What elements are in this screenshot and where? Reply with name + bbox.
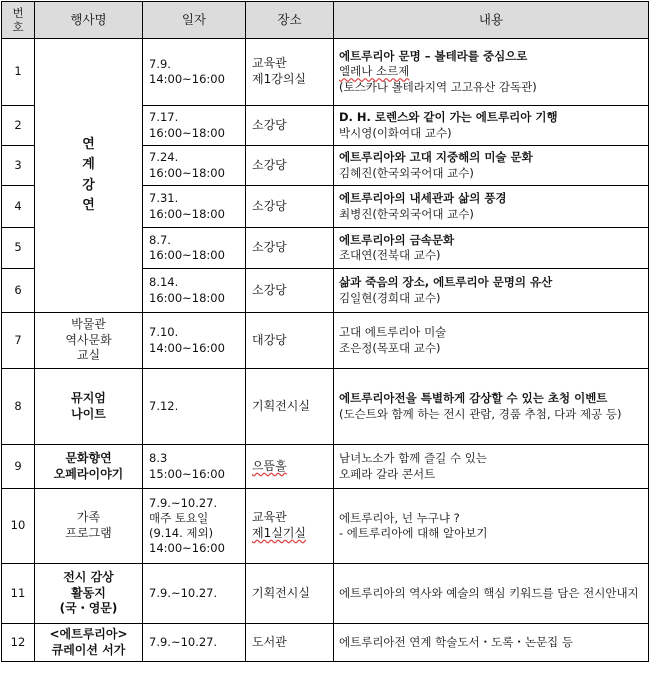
row-number: 1 <box>2 39 35 106</box>
event-place: 교육관 제1실기실 <box>246 489 334 564</box>
event-date: 7.9.~10.27. <box>143 564 246 624</box>
event-content: 에트루리아와 고대 지중해의 미술 문화 김혜진(한국외국어대 교수) <box>334 146 649 186</box>
event-content: 에트루리아의 내세관과 삶의 풍경 최병진(한국외국어대 교수) <box>334 186 649 228</box>
row-number: 8 <box>2 369 35 445</box>
event-name: 뮤지엄 나이트 <box>35 369 143 445</box>
table-row <box>2 39 649 106</box>
row-number: 10 <box>2 489 35 564</box>
event-name: <에트루리아> 큐레이션 서가 <box>35 624 143 662</box>
event-place: 소강당 <box>246 269 334 313</box>
header-place: 장소 <box>246 2 334 39</box>
event-place: 교육관 제1강의실 <box>246 39 334 106</box>
event-content: 에트루리아전을 특별하게 감상할 수 있는 초청 이벤트 (도슨트와 함께 하는 전시 관람, 경품 추첨, 다과 제공 등) <box>334 369 649 445</box>
table-row <box>2 313 649 369</box>
event-date: 7.10. 14:00~16:00 <box>143 313 246 369</box>
event-place: 소강당 <box>246 146 334 186</box>
row-number: 9 <box>2 445 35 489</box>
event-date: 7.31. 16:00~18:00 <box>143 186 246 228</box>
event-date: 7.9. 14:00~16:00 <box>143 39 246 106</box>
row-number: 12 <box>2 624 35 662</box>
table-row <box>2 445 649 489</box>
event-place: 소강당 <box>246 106 334 146</box>
event-date: 7.17. 16:00~18:00 <box>143 106 246 146</box>
event-name: 가족 프로그램 <box>35 489 143 564</box>
lecture-series-label: 연 계 강 연 <box>35 39 143 313</box>
row-number: 4 <box>2 186 35 228</box>
header-date: 일자 <box>143 2 246 39</box>
event-date: 7.9.~10.27. <box>143 624 246 662</box>
event-content: 고대 에트루리아 미술 조은정(목포대 교수) <box>334 313 649 369</box>
row-number: 11 <box>2 564 35 624</box>
event-place: 도서관 <box>246 624 334 662</box>
event-date: 8.14. 16:00~18:00 <box>143 269 246 313</box>
event-date: 7.9.~10.27. 매주 토요일 (9.14. 제외) 14:00~16:00 <box>143 489 246 564</box>
event-schedule-table <box>1 1 649 662</box>
table-row <box>2 489 649 564</box>
event-date: 7.24. 16:00~18:00 <box>143 146 246 186</box>
header-row <box>2 2 649 39</box>
event-content: 에트루리아, 넌 누구냐 ? - 에트루리아에 대해 알아보기 <box>334 489 649 564</box>
event-name: 박물관 역사문화 교실 <box>35 313 143 369</box>
event-place: 으뜸홀 <box>246 445 334 489</box>
event-date: 7.12. <box>143 369 246 445</box>
event-place: 소강당 <box>246 228 334 269</box>
event-date: 8.7. 16:00~18:00 <box>143 228 246 269</box>
table-row <box>2 624 649 662</box>
header-number: 번 호 <box>2 2 35 39</box>
table-row <box>2 369 649 445</box>
event-date: 8.3 15:00~16:00 <box>143 445 246 489</box>
event-content: 남녀노소가 함께 즐길 수 있는 오페라 갈라 콘서트 <box>334 445 649 489</box>
event-content: 에트루리아의 역사와 예술의 핵심 키워드를 담은 전시안내지 <box>334 564 649 624</box>
event-content: 에트루리아 문명 – 볼테라를 중심으로 엘레나 소르제 (토스카나 볼테라지역 고고유산 감독관) <box>334 39 649 106</box>
row-number: 5 <box>2 228 35 269</box>
row-number: 2 <box>2 106 35 146</box>
table-row <box>2 564 649 624</box>
event-place: 소강당 <box>246 186 334 228</box>
event-content: 삶과 죽음의 장소, 에트루리아 문명의 유산 김일현(경희대 교수) <box>334 269 649 313</box>
event-place: 대강당 <box>246 313 334 369</box>
row-number: 6 <box>2 269 35 313</box>
event-name: 문화향연 오페라이야기 <box>35 445 143 489</box>
event-place: 기획전시실 <box>246 564 334 624</box>
row-number: 7 <box>2 313 35 369</box>
event-place: 기획전시실 <box>246 369 334 445</box>
row-number: 3 <box>2 146 35 186</box>
header-content: 내용 <box>334 2 649 39</box>
event-name: 전시 감상 활동지 (국・영문) <box>35 564 143 624</box>
event-content: 에트루리아의 금속문화 조대연(전북대 교수) <box>334 228 649 269</box>
event-content: 에트루리아전 연계 학술도서・도록・논문집 등 <box>334 624 649 662</box>
header-event-name: 행사명 <box>35 2 143 39</box>
event-content: D. H. 로렌스와 같이 가는 에트루리아 기행 박시영(이화여대 교수) <box>334 106 649 146</box>
